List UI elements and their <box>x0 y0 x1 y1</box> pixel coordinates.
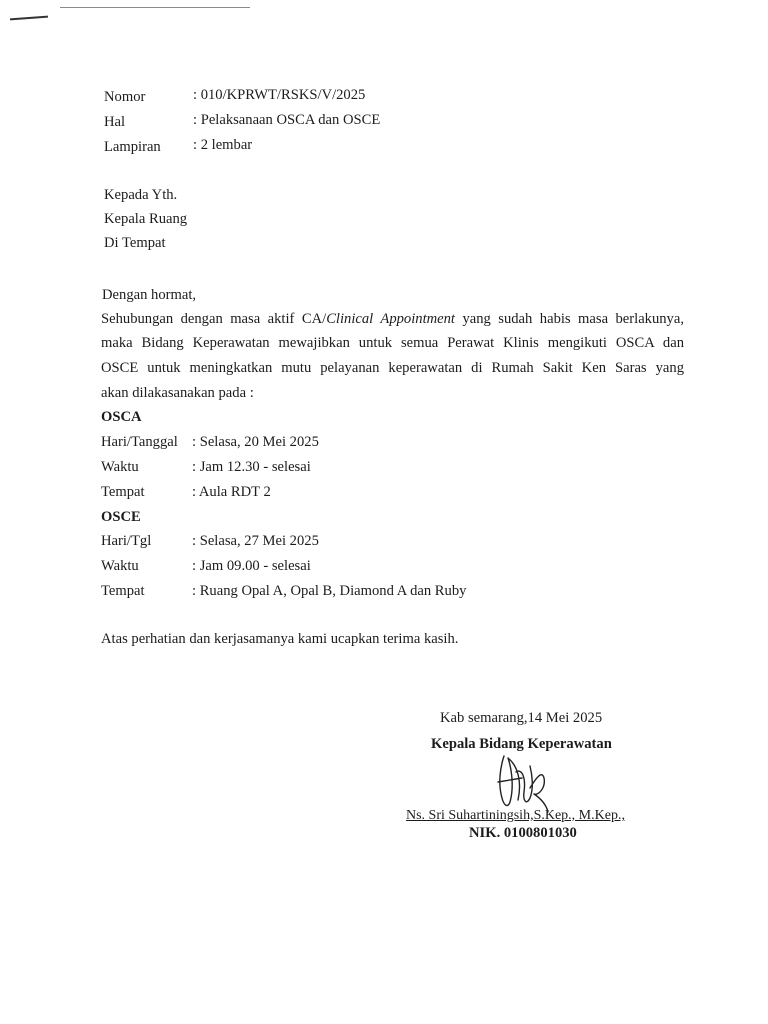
osce-place-value: : Ruang Opal A, Opal B, Diamond A dan Ruby <box>192 583 467 599</box>
body-line-2: maka Bidang Keperawatan mewajibkan untuk semua Perawat Klinis mengikuti OSCA dan <box>101 335 684 351</box>
scan-artifact-line <box>60 7 250 8</box>
recipient-line: Di Tempat <box>104 235 166 251</box>
osce-time-value: : Jam 09.00 - selesai <box>192 558 311 574</box>
lampiran-value: : 2 lembar <box>193 137 253 153</box>
hal-label: Hal <box>104 114 126 130</box>
osca-title: OSCA <box>101 409 142 425</box>
signer-position: Kepala Bidang Keperawatan <box>431 736 612 752</box>
osca-time-value: : Jam 12.30 - selesai <box>192 459 311 475</box>
greeting: Dengan hormat, <box>102 287 197 303</box>
scan-artifact-mark <box>10 16 48 21</box>
body-line-3: OSCE untuk meningkatkan mutu pelayanan keperawatan di Rumah Sakit Ken Saras yang <box>101 360 684 376</box>
osca-time-label: Waktu <box>101 459 139 475</box>
osce-title: OSCE <box>101 509 141 525</box>
signer-nik: NIK. 0100801030 <box>469 825 577 841</box>
osce-date-value: : Selasa, 27 Mei 2025 <box>192 533 319 549</box>
hal-value: : Pelaksanaan OSCA dan OSCE <box>193 112 381 128</box>
body-line-1: Sehubungan dengan masa aktif CA/Clinical Appointment yang sudah habis masa berlakunya, <box>101 311 684 327</box>
closing-sentence: Atas perhatian dan kerjasamanya kami ucapkan terima kasih. <box>101 631 459 647</box>
nomor-label: Nomor <box>104 89 146 105</box>
clinical-appointment-term: Clinical Appointment <box>326 311 455 327</box>
osca-place-label: Tempat <box>101 484 145 500</box>
osce-place-label: Tempat <box>101 583 145 599</box>
lampiran-label: Lampiran <box>104 139 161 155</box>
osca-place-value: : Aula RDT 2 <box>192 484 271 500</box>
recipient-line: Kepala Ruang <box>104 211 188 227</box>
recipient-line: Kepada Yth. <box>104 187 178 203</box>
osce-date-label: Hari/Tgl <box>101 533 152 549</box>
body-line-4: akan dilakasanakan pada : <box>101 385 254 401</box>
osce-time-label: Waktu <box>101 558 139 574</box>
osca-date-value: : Selasa, 20 Mei 2025 <box>192 434 319 450</box>
signer-name: Ns. Sri Suhartiningsih,S.Kep., M.Kep., <box>406 808 625 823</box>
osca-date-label: Hari/Tanggal <box>101 434 178 450</box>
place-date: Kab semarang,14 Mei 2025 <box>440 710 603 726</box>
nomor-value: : 010/KPRWT/RSKS/V/2025 <box>193 87 366 103</box>
